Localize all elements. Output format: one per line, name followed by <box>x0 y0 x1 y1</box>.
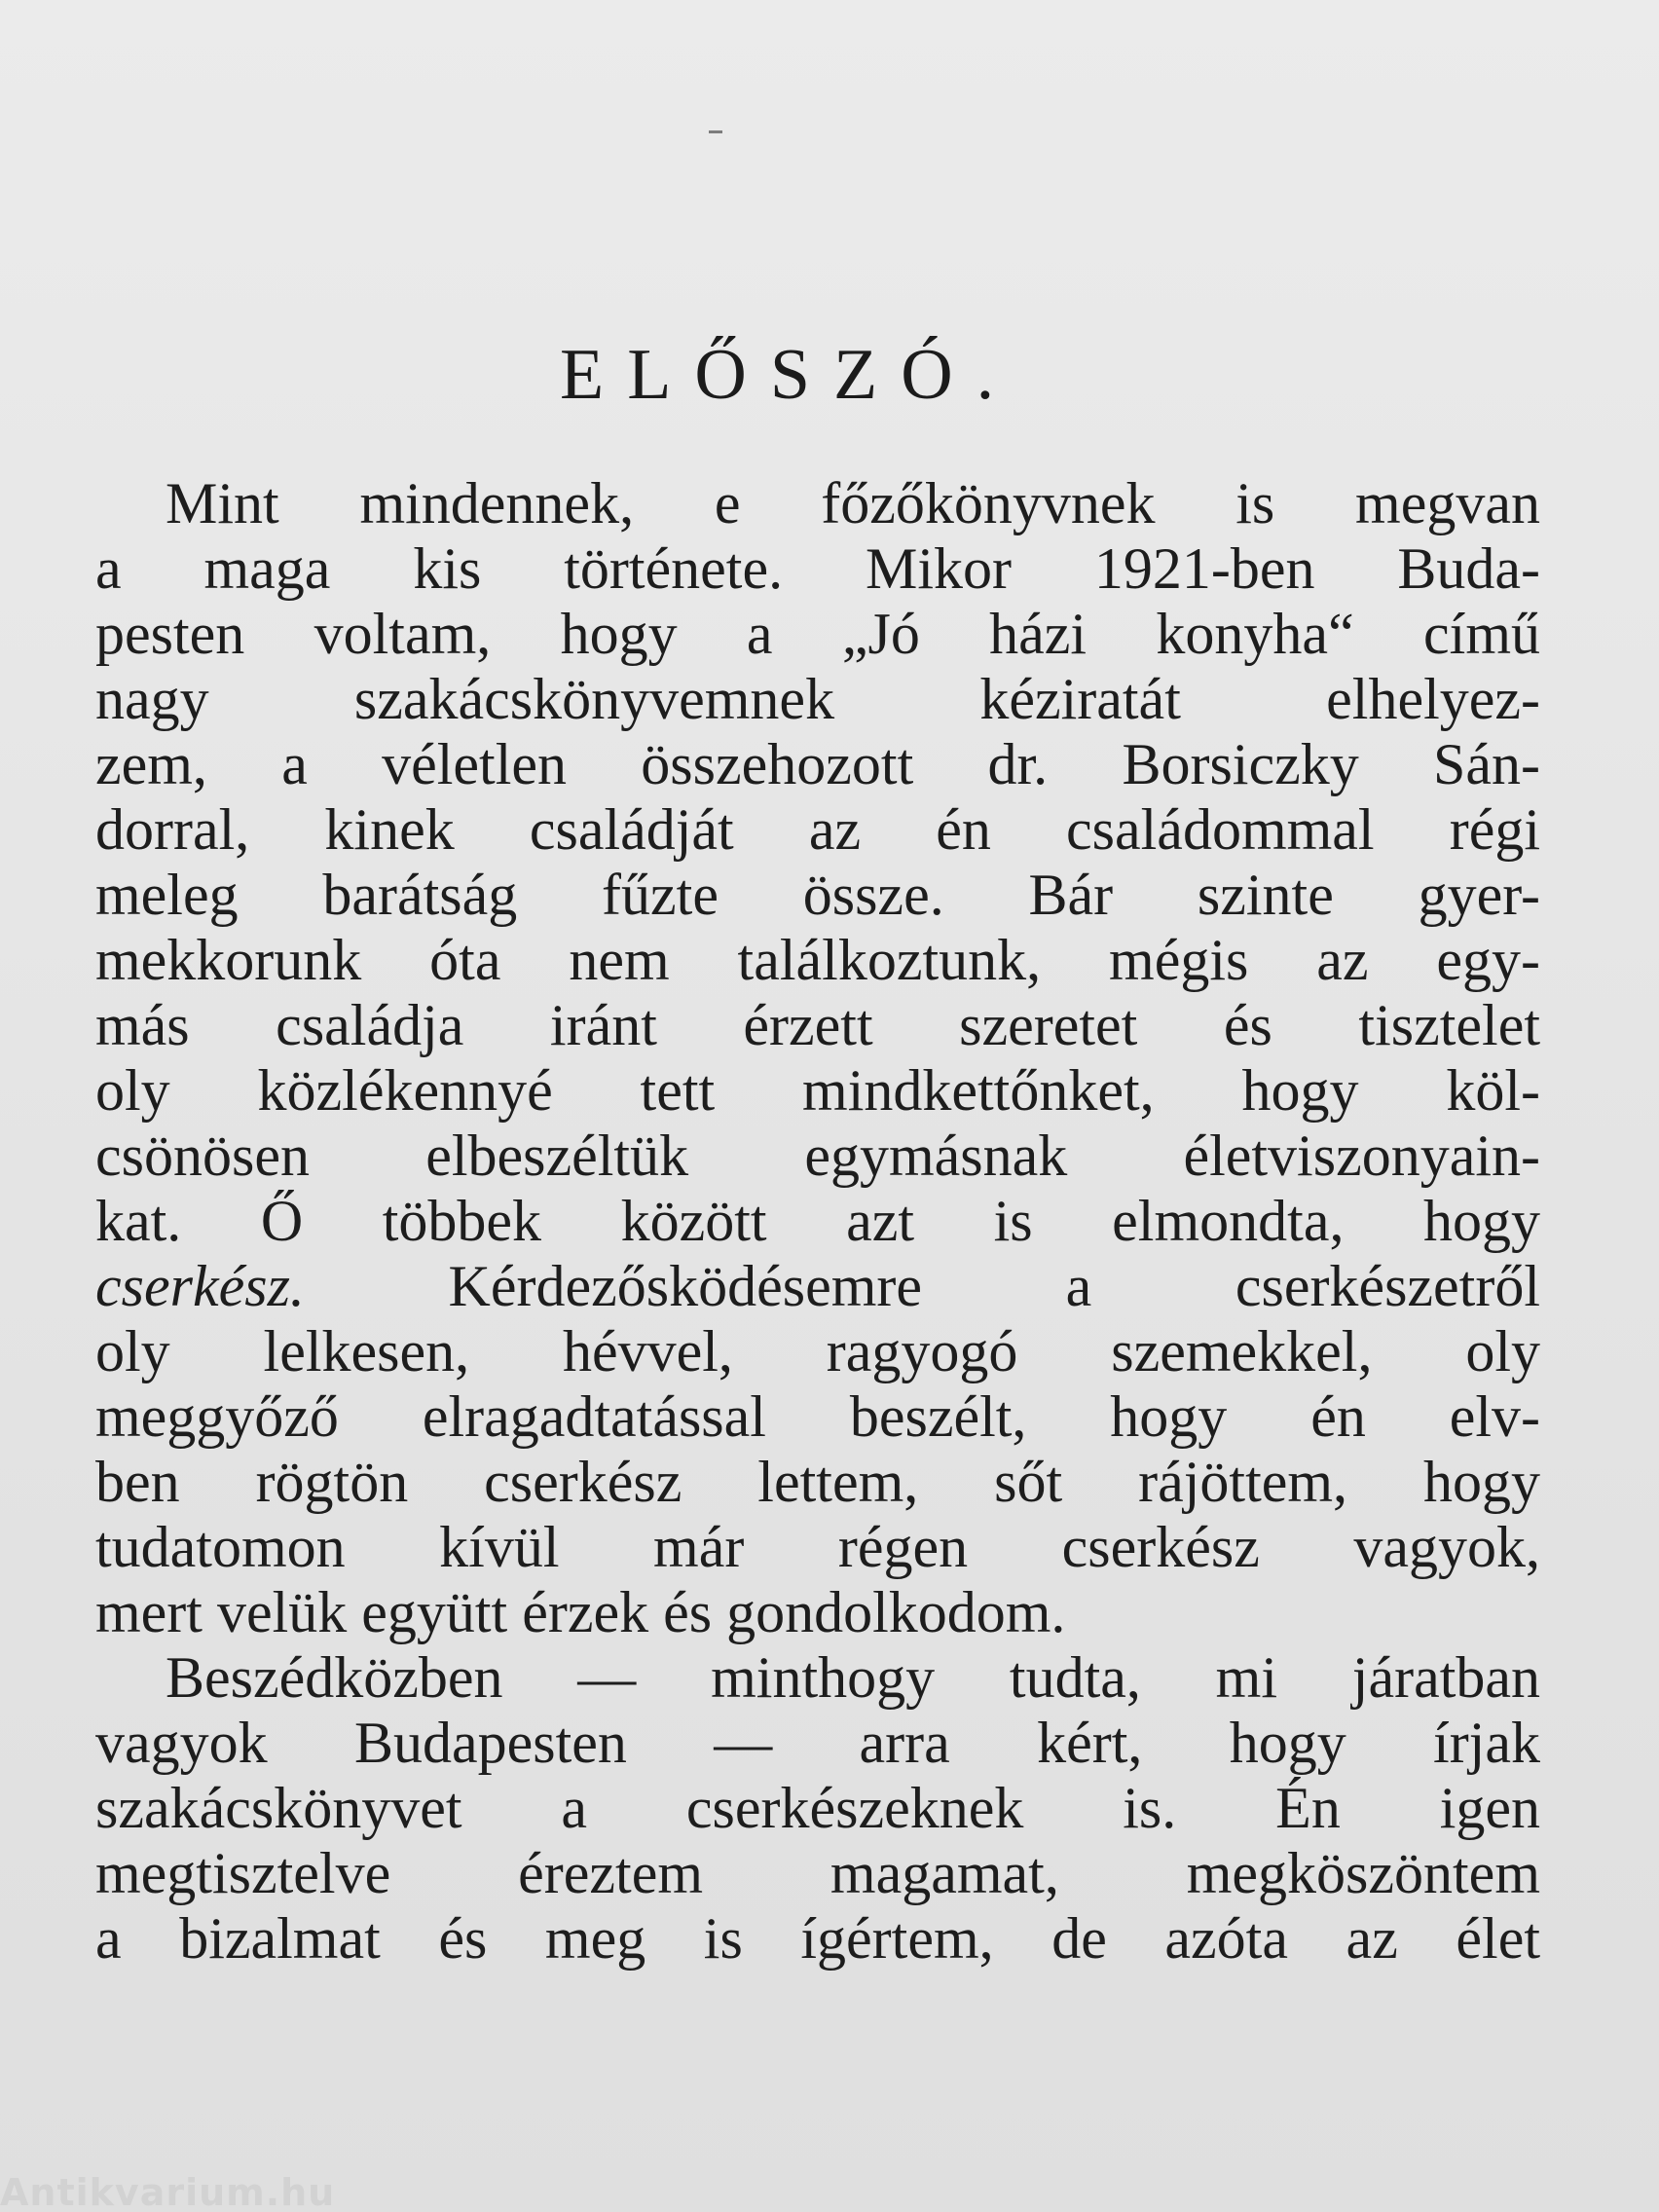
text-line: más családja iránt érzett szeretet és tisztelet <box>95 993 1540 1057</box>
text-line: dorral, kinek családját az én családommal régi <box>95 797 1540 862</box>
preface-text <box>95 471 1540 1972</box>
text-line: oly közlékennyé tett mindkettőnket, hogy köl- <box>95 1058 1540 1123</box>
text-line: tudatomon kívül már régen cserkész vagyok, <box>95 1515 1540 1579</box>
text-line: szakácskönyvet a cserkészeknek is. Én igen <box>95 1776 1540 1840</box>
text-line: a maga kis története. Mikor 1921-ben Buda- <box>95 536 1540 601</box>
text-line: cserkész. Kérdezősködésemre a cserkészetről <box>95 1254 1540 1318</box>
text-line: csönösen elbeszéltük egymásnak életviszonyain- <box>95 1124 1540 1188</box>
text-line: ben rögtön cserkész lettem, sőt rájöttem, hogy <box>95 1450 1540 1514</box>
text-line: meleg barátság fűzte össze. Bár szinte gyer- <box>95 863 1540 927</box>
text-line: meggyőző elragadtatással beszélt, hogy én elv- <box>95 1384 1540 1449</box>
text-line: mekkorunk óta nem találkoztunk, mégis az egy- <box>95 928 1540 992</box>
page-mark <box>709 130 722 133</box>
text-line: Mint mindennek, e főzőkönyvnek is megvan <box>166 471 1540 535</box>
text-line: nagy szakácskönyvemnek kéziratát elhelyez- <box>95 667 1540 731</box>
text-line: oly lelkesen, hévvel, ragyogó szemekkel, oly <box>95 1319 1540 1383</box>
text-line: a bizalmat és meg is ígértem, de azóta az élet <box>95 1906 1540 1971</box>
text-line: vagyok Budapesten — arra kért, hogy írjak <box>95 1711 1540 1775</box>
italic-word: cserkész. <box>95 1254 305 1318</box>
watermark: Antikvarium.hu <box>0 2171 336 2212</box>
text-line: zem, a véletlen összehozott dr. Borsiczky Sán- <box>95 732 1540 796</box>
text-line: megtisztelve éreztem magamat, megköszöntem <box>95 1841 1540 1905</box>
text-line: pesten voltam, hogy a „Jó házi konyha“ című <box>95 602 1540 666</box>
text-line: mert velük együtt érzek és gondolkodom. <box>95 1580 1066 1644</box>
text-line: Beszédközben — minthogy tudta, mi járatban <box>166 1645 1540 1710</box>
text-line: kat. Ő többek között azt is elmondta, hogy <box>95 1189 1540 1253</box>
page-title: ELŐSZÓ. <box>560 335 1018 415</box>
